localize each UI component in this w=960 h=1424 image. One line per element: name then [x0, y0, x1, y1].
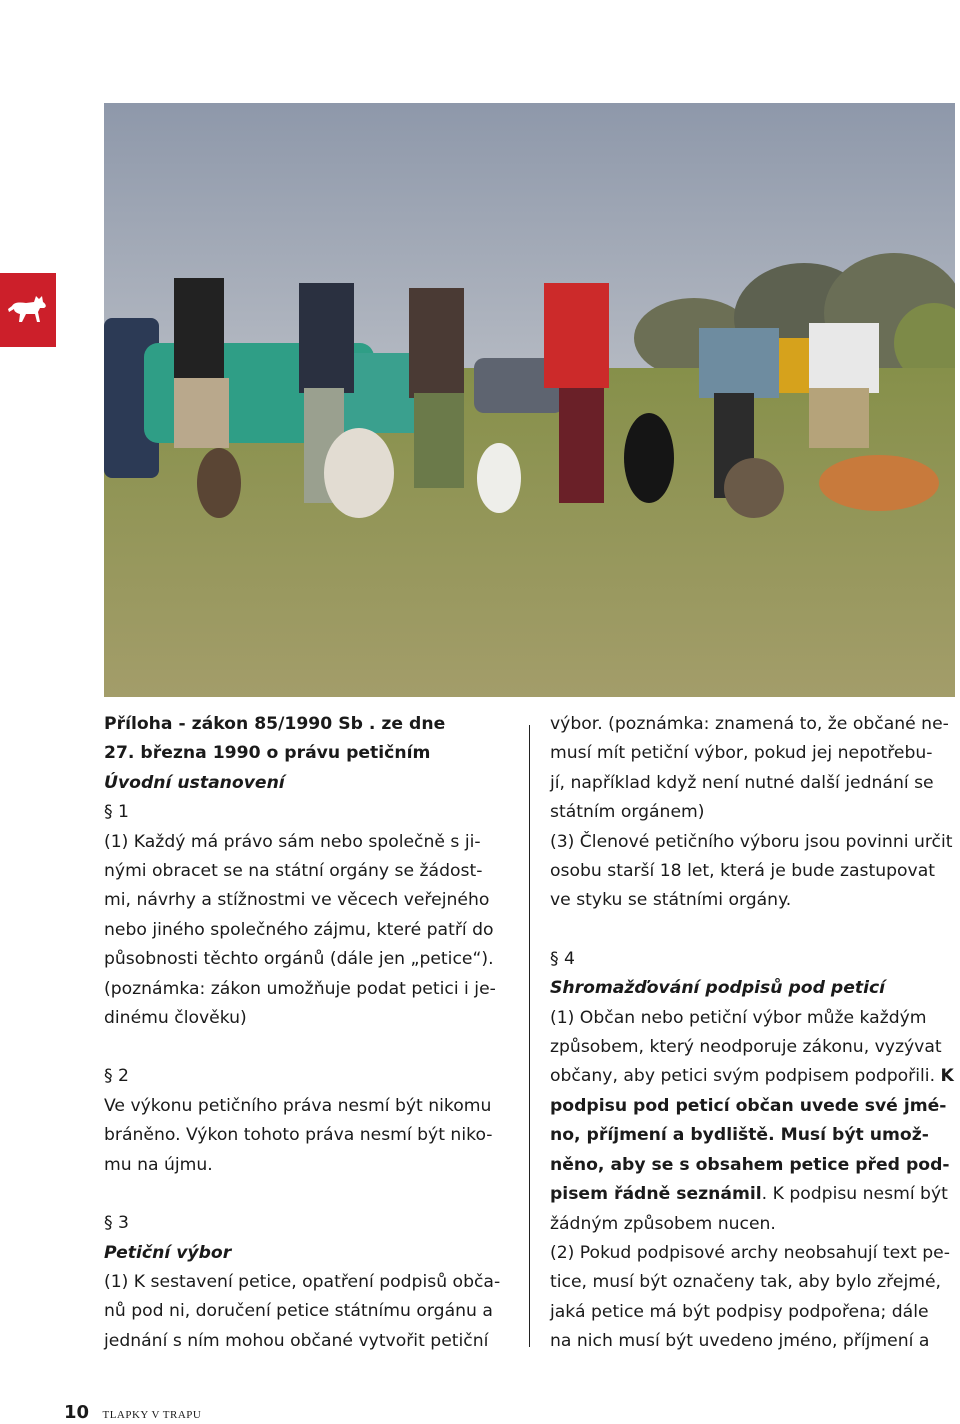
- section-2-line: mu na újmu.: [104, 1154, 213, 1175]
- section-4-paragraph-2: na nich musí být uvedeno jméno, příjmení a: [550, 1331, 930, 1352]
- section-4-paragraph-2: (2) Pokud podpisové archy neobsahují text pe-: [550, 1242, 950, 1263]
- left-column: [104, 710, 514, 1356]
- dog-icon: [6, 288, 50, 332]
- spacer: [550, 916, 958, 945]
- section-3-line: jednání s ním mohou občané vytvořit petiční: [104, 1330, 489, 1351]
- section-3-continued: výbor. (poznámka: znamená to, že občané ne-: [550, 714, 949, 734]
- section-1-note: (poznámka: zákon umožňuje podat petici i je-: [104, 978, 496, 999]
- section-4-line: [550, 1180, 958, 1209]
- side-tab: [0, 273, 56, 347]
- page-number: 10: [64, 1402, 90, 1423]
- section-3-line: (1) K sestavení petice, opatření podpisů obča-: [104, 1271, 501, 1292]
- spacer: [104, 1180, 514, 1209]
- section-4-line-bold: něno, aby se s obsahem petice před pod-: [550, 1154, 950, 1175]
- section-2-mark: § 2: [104, 1066, 129, 1087]
- section-4-mark: § 4: [550, 948, 575, 969]
- text-run-bold: pisem řádně seznámil: [550, 1184, 762, 1205]
- spacer: [104, 1033, 514, 1062]
- text-run: . K podpisu nesmí být: [761, 1184, 948, 1205]
- section-1-line: působnosti těchto orgánů (dále jen „petice“).: [104, 949, 494, 970]
- section-4-line: [550, 1062, 958, 1091]
- section-4-paragraph-2: tice, musí být označeny tak, aby bylo zřejmé,: [550, 1272, 941, 1293]
- section-3-paragraph-3: (3) Členové petičního výboru jsou povinni určit: [550, 831, 953, 852]
- section-1-line: (1) Každý má právo sám nebo společně s ji-: [104, 831, 481, 852]
- section-1-mark: § 1: [104, 802, 129, 823]
- magazine-name: TLAPKY V TRAPU: [102, 1409, 202, 1421]
- section-2-line: bráněno. Výkon tohoto práva nesmí být niko-: [104, 1125, 493, 1146]
- section-2-line: Ve výkonu petičního práva nesmí být nikomu: [104, 1095, 492, 1116]
- intro-title: Úvodní ustanovení: [104, 772, 285, 793]
- section-4-line: žádným způsobem nucen.: [550, 1213, 776, 1234]
- section-4-line: (1) Občan nebo petiční výbor může každým: [550, 1007, 927, 1028]
- section-3-paragraph-3: osobu starší 18 let, která je bude zastupovat: [550, 861, 935, 882]
- section-4-line-bold: podpisu pod peticí občan uvede své jmé-: [550, 1095, 947, 1116]
- section-3-continued: jí, například když není nutné další jednání se: [550, 772, 934, 793]
- section-3-continued: státním orgánem): [550, 802, 705, 823]
- section-4-title: Shromažďování podpisů pod peticí: [550, 978, 886, 999]
- photo-dog-show: [104, 103, 955, 697]
- section-3-title: Petiční výbor: [104, 1242, 232, 1263]
- section-4-line-bold: no, příjmení a bydliště. Musí být umož-: [550, 1125, 929, 1146]
- document-heading-line1: Příloha - zákon 85/1990 Sb . ze dne: [104, 714, 446, 734]
- section-3-continued: musí mít petiční výbor, pokud jej nepotřebu-: [550, 743, 933, 764]
- section-1-line: mi, návrhy a stížnostmi ve věcech veřejného: [104, 890, 490, 911]
- section-3-line: nů pod ni, doručení petice státnímu orgánu a: [104, 1301, 493, 1322]
- section-3-paragraph-3: ve styku se státními orgány.: [550, 890, 792, 911]
- section-1-note: dinému člověku): [104, 1008, 247, 1029]
- section-1-line: nebo jiného společného zájmu, které patří do: [104, 919, 494, 940]
- text-run-bold: K: [940, 1066, 954, 1087]
- section-4-line: způsobem, který neodporuje zákonu, vyzývat: [550, 1037, 942, 1058]
- section-1-line: nými obracet se na státní orgány se žádost-: [104, 861, 483, 882]
- column-divider: [529, 725, 530, 1347]
- section-3-mark: § 3: [104, 1213, 129, 1234]
- right-column: [550, 710, 958, 1357]
- text-run: občany, aby petici svým podpisem podpořili.: [550, 1066, 941, 1087]
- document-heading-line2: 27. března 1990 o právu petičním: [104, 743, 431, 764]
- page-footer: [64, 1402, 201, 1423]
- section-4-paragraph-2: jaká petice má být podpisy podpořena; dále: [550, 1301, 929, 1322]
